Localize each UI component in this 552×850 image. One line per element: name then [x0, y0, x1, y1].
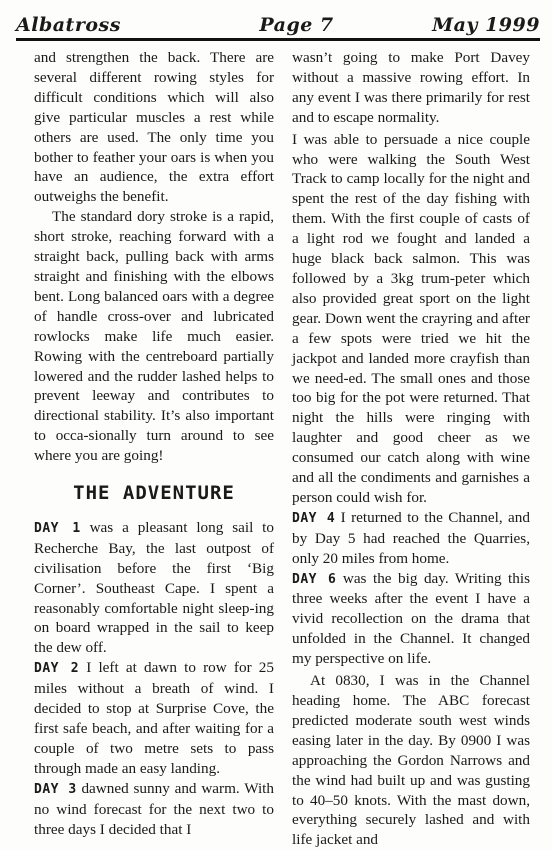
day-text: was the big day. Writing this three weeks after the event I have a vivid recollection on the drama that unfolded in the Channel. It changed my perspective on life.	[292, 569, 530, 668]
day-entry	[292, 569, 530, 670]
publication-title: Albatross	[16, 14, 121, 36]
body-paragraph: At 0830, I was in the Channel heading home. The ABC forecast predicted moderate south west winds easing later in the day. By 0900 I was approaching the Gordon Narrows and the wind had built up and was gusting to 40–50 knots. With the mast down, everything securely lashed and with life jacket and	[292, 672, 530, 849]
left-column	[34, 48, 274, 839]
body-paragraph: The standard dory stroke is a rapid, short stroke, reaching forward with a straight back, pulling back with arms straight and finishing with the elbows bent. Long balanced oars with a degree of handle cross-over and lubricated rowlocks make life much easier. Rowing with the centreboard partially lowered and the rudder lashed helps to prevent leeway and contributes to directional stability. It’s also important to occa-sionally turn around to see where you are going!	[34, 208, 274, 465]
day-entry	[34, 779, 274, 840]
right-column	[292, 48, 530, 850]
body-paragraph: and strengthen the back. There are several different rowing styles for difficult conditions which will also give particular muscles a rest while others are used. The only time you bother to feather your oars is when you have an audience, the extra effort outweighs the benefit.	[34, 49, 274, 206]
day-label: DAY 4	[292, 510, 336, 526]
body-paragraph: I was able to persuade a nice couple who were walking the South West Track to camp locally for the night and spent the rest of the day fishing with them. With the first couple of casts of a light rod we fought and landed a huge black back salmon. This was followed by a 3kg trum-peter which also provided great sport on the light gear. Down went the crayring and after a few spots were tried we hit the jackpot and landed more crayfish than we need-ed. The small ones and those too big for the pot were returned. That night the hills were ringing with laughter and good cheer as we consumed our catch along with wine and all the condiments and garnishes a person could wish for.	[292, 130, 530, 506]
day-text: dawned sunny and warm. With no wind forecast for the next two to three days I decided that I	[34, 779, 274, 838]
day-entry	[34, 518, 274, 658]
page-number: Page 7	[259, 14, 334, 36]
day-label: DAY 3	[34, 781, 77, 797]
section-heading: THE ADVENTURE	[73, 482, 235, 505]
body-paragraph: wasn’t going to make Port Davey without a massive rowing effort. In any event I was there primarily for rest and to escape normality.	[292, 49, 530, 126]
day-entry	[292, 508, 530, 569]
issue-date: May 1999	[432, 14, 540, 36]
day-label: DAY 6	[292, 571, 337, 587]
day-text: I left at dawn to row for 25 miles without a breath of wind. I decided to stop at Surprise Cove, the first safe beach, and after waiting for a couple of two metre sets to pass through made an easy landing.	[34, 659, 274, 777]
day-text: was a pleasant long sail to Recherche Bay, the last outpost of civilisation before the first ‘Big Corner’. Southeast Cape. I spent a reasonably comfortable night sleep-ing on board wrapped in the sail to keep the dew off.	[34, 518, 274, 657]
day-label: DAY 2	[34, 661, 80, 677]
page-header	[16, 4, 540, 41]
day-label: DAY 1	[34, 520, 81, 536]
day-text: I returned to the Channel, and by Day 5 had reached the Quarries, only 20 miles from home.	[292, 508, 530, 567]
day-entry	[34, 658, 274, 778]
